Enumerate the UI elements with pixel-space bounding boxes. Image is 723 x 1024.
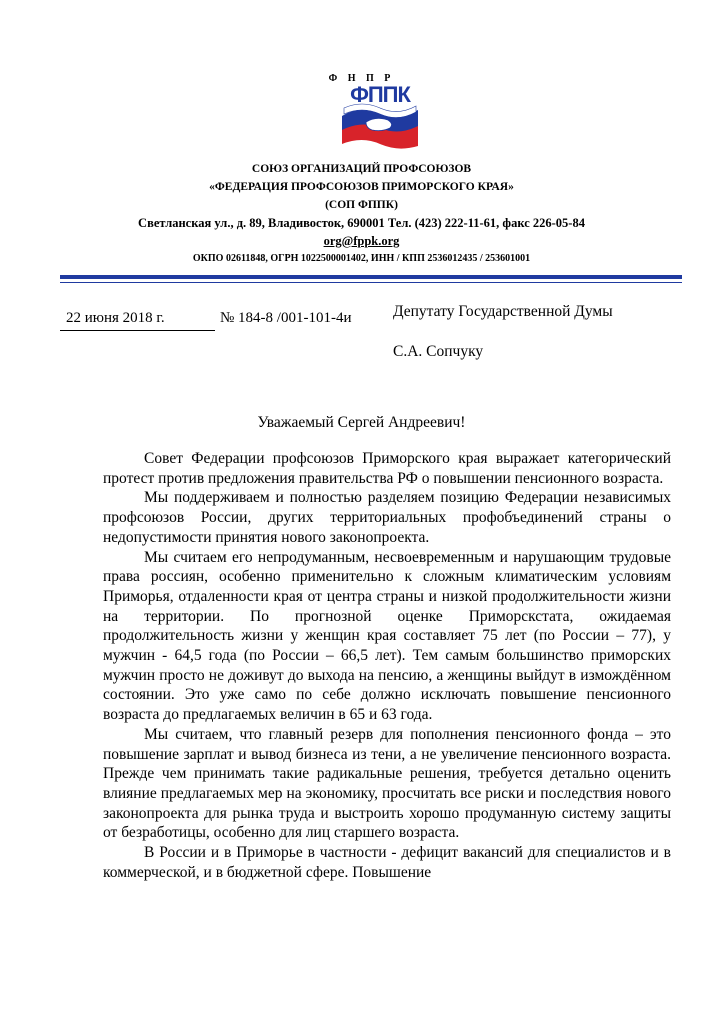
salutation: Уважаемый Сергей Андреевич! xyxy=(257,414,466,431)
body-paragraph: Мы поддерживаем и полностью разделяем позицию Федерации независимых профсоюзов России, других территориальных профобъединений страны о недопустимости принятия нового законопроекта. xyxy=(103,489,671,546)
org-name-line-1: СОЮЗ ОРГАНИЗАЦИЙ ПРОФСОЮЗОВ xyxy=(251,163,472,175)
fnpr-header: Ф Н П Р xyxy=(328,73,395,84)
handshake-flag-icon xyxy=(336,86,424,150)
body-paragraph: Совет Федерации профсоюзов Приморского края выражает категорический протест против предложения правительства РФ о повышении пенсионного возраста. xyxy=(103,450,671,487)
fppk-logo xyxy=(336,82,424,150)
org-abbreviation: (СОП ФППК) xyxy=(325,199,398,211)
org-email-link[interactable]: org@fppk.org xyxy=(323,234,400,248)
body-paragraph: Мы считаем, что главный резерв для пополнения пенсионного фонда – это повышение зарплат и вывод бизнеса из тени, а не увеличение пенсионного возраста. Прежде чем принимать такие радикальные решения, требуется детально оценить влияние предлагаемых мер на экономику, просчитать все риски и последствия нового законопроекта для рынка труда и выстроить хорошо продуманную систему защиты от безработицы, особенно для лиц старшего возраста. xyxy=(103,725,671,842)
header-divider-thick xyxy=(60,275,682,279)
letter-body xyxy=(103,449,671,882)
recipient-title: Депутату Государственной Думы xyxy=(393,303,613,320)
org-address: Светланская ул., д. 89, Владивосток, 690001 Тел. (423) 222-11-61, факс 226-05-84 xyxy=(138,216,585,230)
org-requisites: ОКПО 02611848, ОГРН 1022500001402, ИНН / КПП 2536012435 / 253601001 xyxy=(192,253,531,264)
letter-date: 22 июня 2018 г. xyxy=(60,310,215,331)
logo-text: ФППК xyxy=(350,82,410,107)
outgoing-number: № 184-8 /001-101-4и xyxy=(220,310,352,326)
header-divider-thin xyxy=(60,282,682,283)
org-details xyxy=(0,160,723,268)
org-name-line-2: «ФЕДЕРАЦИЯ ПРОФСОЮЗОВ ПРИМОРСКОГО КРАЯ» xyxy=(209,181,514,193)
body-paragraph: В России и в Приморье в частности - дефицит вакансий для специалистов и в коммерческой, и в бюджетной сфере. Повышение xyxy=(103,844,671,881)
recipient-name: С.А. Сопчуку xyxy=(393,343,484,360)
body-paragraph: Мы считаем его непродуманным, несвоевременным и нарушающим трудовые права россиян, особенно применительно к сложным климатическим условиям Приморья, отдаленности края от центра страны и низкой продолжительности жизни на территории. По прогнозной оценке Приморскстата, ожидаемая продолжительность жизни у женщин края составляет 75 лет (по России – 77), у мужчин - 64,5 года (по России – 66,5 лет). Тем самым большинство приморских мужчин просто не доживут до выхода на пенсию, а женщины выйдут в измождённом состоянии. Это уже само по себе должно исключать повышение пенсионного возраста до предлагаемых величин в 65 и 63 года. xyxy=(103,548,671,724)
